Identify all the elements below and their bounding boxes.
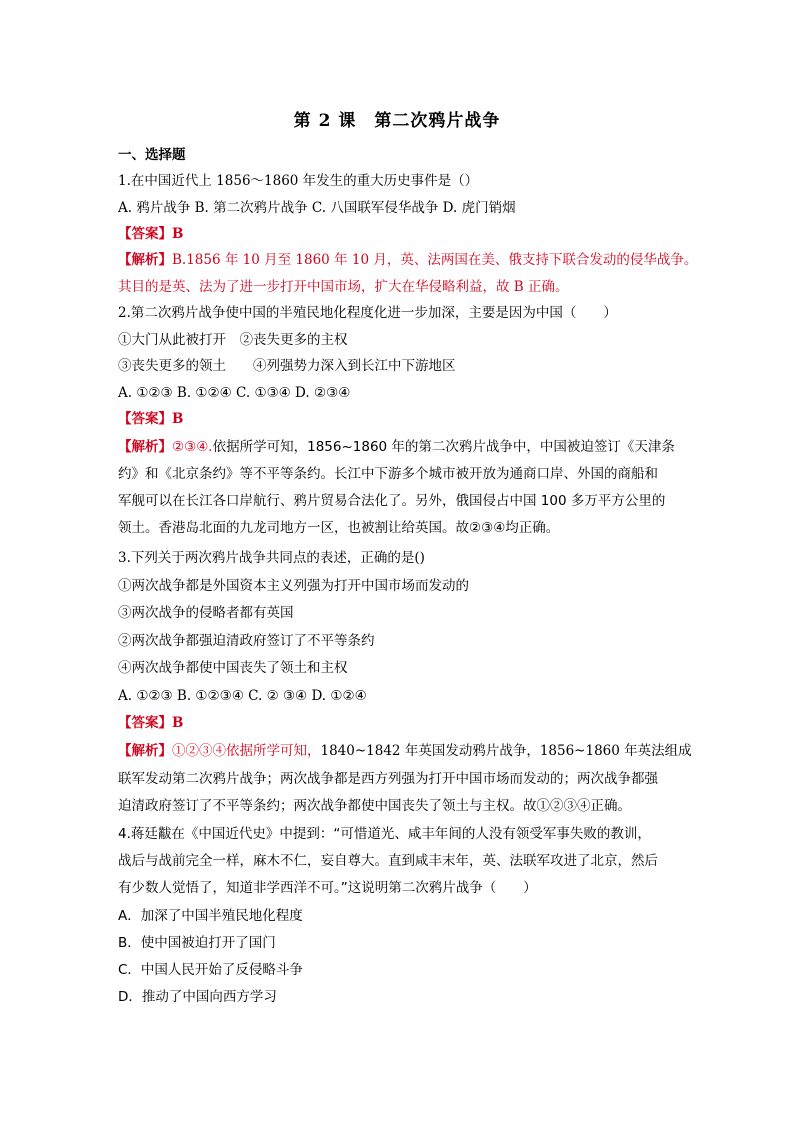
question-4-option: A．加深了中国半殖民地化程度 — [118, 908, 303, 924]
analysis-highlight: ①②③④依据所学可知， — [172, 743, 321, 759]
question-2-analysis-line: 约》和《北京条约》等不平等条约。长江中下游多个城市被开放为通商口岸、外国的商船和 — [118, 466, 658, 482]
question-1-stem: 1.在中国近代上 1856～1860 年发生的重大历史事件是（） — [118, 173, 479, 189]
analysis-text: 依据所学可知，1856~1860 年的第二次鸦片战争中，中国被迫签订《天津条 — [212, 439, 675, 455]
question-2-analysis-line — [118, 438, 688, 456]
analysis-text: 1840~1842 年英国发动鸦片战争，1856~1860 年英法组成 — [320, 743, 692, 759]
question-2-stem: 2.第二次鸦片战争使中国的半殖民地化程度化进一步加深，主要是因为中国（ ） — [118, 305, 617, 321]
analysis-highlight: ②③④. — [172, 439, 213, 455]
question-1-options: A. 鸦片战争 B. 第二次鸦片战争 C. 八国联军侵华战争 D. 虎门销烟 — [118, 200, 516, 216]
question-3-item: ②两次战争都强迫清政府签订了不平等条约 — [118, 633, 375, 649]
question-4-stem: 有少数人觉悟了，知道非学西洋不可。”这说明第二次鸦片战争（ ） — [118, 880, 537, 896]
question-4-stem: 战后与战前完全一样，麻木不仁，妄自尊大。直到咸丰末年，英、法联军攻进了北京，然后 — [118, 853, 658, 869]
analysis-label: 【解析】 — [118, 439, 172, 455]
question-3-analysis-line — [118, 742, 692, 760]
question-1-analysis-line — [118, 251, 698, 269]
question-3-stem: 3.下列关于两次鸦片战争共同点的表述，正确的是() — [118, 550, 425, 566]
question-1-answer: 【答案】B — [118, 226, 184, 242]
question-2-answer: 【答案】B — [118, 411, 184, 427]
question-4-option: C．中国人民开始了反侵略斗争 — [118, 962, 303, 978]
question-3-item: ③两次战争的侵略者都有英国 — [118, 605, 294, 621]
analysis-label: 【解析】 — [118, 743, 172, 759]
question-4-stem: 4.蒋廷黻在《中国近代史》中提到：“可惜道光、咸丰年间的人没有领受军事失败的教训， — [118, 826, 651, 842]
analysis-text: B.1856 年 10 月至 1860 年 10 月，英、法两国在美、俄支持下联合发动的侵华战争。 — [172, 252, 698, 268]
question-4-option: D．推动了中国向西方学习 — [118, 989, 277, 1005]
section-heading: 一、选择题 — [118, 147, 186, 163]
question-3-item: ④两次战争都使中国丧失了领土和主权 — [118, 660, 348, 676]
question-3-item: ①两次战争都是外国资本主义列强为打开中国市场而发动的 — [118, 578, 469, 594]
question-2-item: ③丧失更多的领土 ④列强势力深入到长江中下游地区 — [118, 358, 456, 374]
question-2-options: A. ①②③ B. ①②④ C. ①③④ D. ②③④ — [118, 385, 351, 401]
question-4-option: B．使中国被迫打开了国门 — [118, 935, 276, 951]
page-title: 第 2 课 第二次鸦片战争 — [293, 111, 501, 131]
question-3-answer: 【答案】B — [118, 715, 184, 731]
question-2-analysis-line: 军舰可以在长江各口岸航行、鸦片贸易合法化了。另外，俄国侵占中国 100 多万平方公里的 — [118, 493, 666, 509]
question-3-analysis-line: 迫清政府签订了不平等条约；两次战争都使中国丧失了领土与主权。故①②③④正确。 — [118, 798, 631, 814]
question-3-options: A. ①②③ B. ①②③④ C. ② ③④ D. ①②④ — [118, 688, 367, 704]
analysis-label: 【解析】 — [118, 252, 172, 268]
question-1-analysis-line: 其目的是英、法为了进一步打开中国市场，扩大在华侵略利益，故 B 正确。 — [118, 279, 569, 295]
question-3-analysis-line: 联军发动第二次鸦片战争；两次战争都是西方列强为打开中国市场而发动的；两次战争都强 — [118, 771, 658, 787]
question-2-item: ①大门从此被打开 ②丧失更多的主权 — [118, 332, 348, 348]
question-2-analysis-line: 领土。香港岛北面的九龙司地方一区，也被割让给英国。故②③④均正确。 — [118, 520, 560, 536]
